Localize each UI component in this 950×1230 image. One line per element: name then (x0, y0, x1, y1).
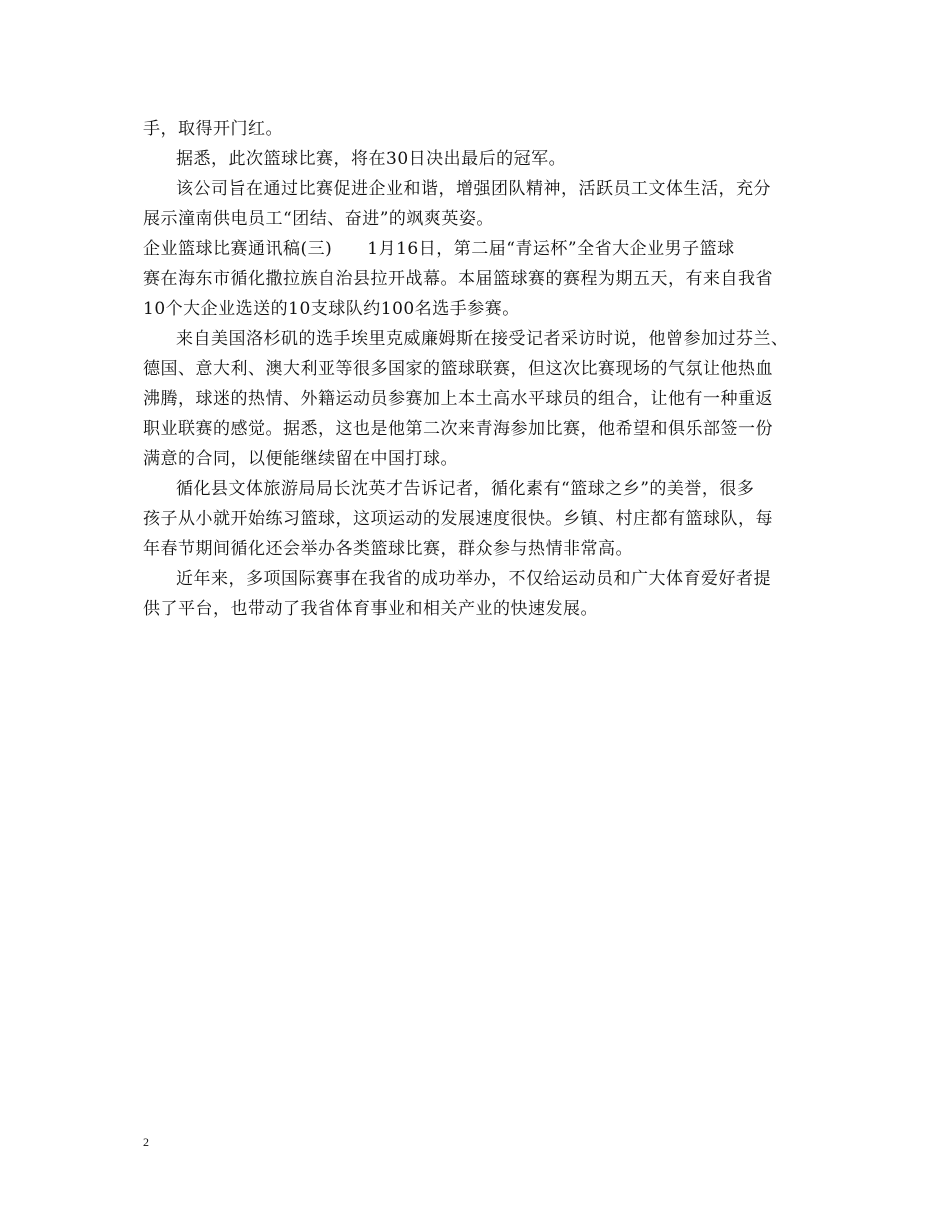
page-number: 2 (143, 1135, 149, 1149)
text-line: 德国、意大利、澳大利亚等很多国家的篮球联赛，但这次比赛现场的气氛让他热血 (143, 359, 773, 379)
section-heading-line: 企业篮球比赛通讯稿(三) 1月16日，第二届“青运杯”全省大企业男子篮球 (143, 239, 735, 259)
paragraph-first-line: 据悉，此次篮球比赛，将在30日决出最后的冠军。 (176, 149, 567, 169)
paragraph-first-line: 来自美国洛杉矶的选手埃里克威廉姆斯在接受记者采访时说，他曾参加过芬兰、 (176, 329, 789, 349)
document-body (143, 114, 823, 624)
text-line: 孩子从小就开始练习篮球，这项运动的发展速度很快。乡镇、村庄都有篮球队，每 (143, 509, 773, 529)
paragraph-first-line: 近年来，多项国际赛事在我省的成功举办，不仅给运动员和广大体育爱好者提 (176, 569, 771, 589)
text-line: 年春节期间循化还会举办各类篮球比赛，群众参与热情非常高。 (143, 539, 633, 559)
text-line: 职业联赛的感觉。据悉，这也是他第二次来青海参加比赛，他希望和俱乐部签一份 (143, 419, 773, 439)
text-line: 手，取得开门红。 (143, 119, 283, 139)
text-line: 满意的合同，以便能继续留在中国打球。 (143, 449, 458, 469)
text-line: 10个大企业选送的10支球队约100名选手参赛。 (143, 299, 520, 319)
text-line: 赛在海东市循化撒拉族自治县拉开战幕。本届篮球赛的赛程为期五天，有来自我省 (143, 269, 773, 289)
paragraph-first-line: 该公司旨在通过比赛促进企业和谐，增强团队精神，活跃员工文体生活，充分 (176, 179, 771, 199)
text-line: 沸腾，球迷的热情、外籍运动员参赛加上本土高水平球员的组合，让他有一种重返 (143, 389, 773, 409)
text-line: 展示潼南供电员工“团结、奋进”的飒爽英姿。 (143, 209, 494, 229)
paragraph-first-line: 循化县文体旅游局局长沈英才告诉记者，循化素有“篮球之乡”的美誉，很多 (176, 479, 755, 499)
text-line: 供了平台，也带动了我省体育事业和相关产业的快速发展。 (143, 599, 598, 619)
